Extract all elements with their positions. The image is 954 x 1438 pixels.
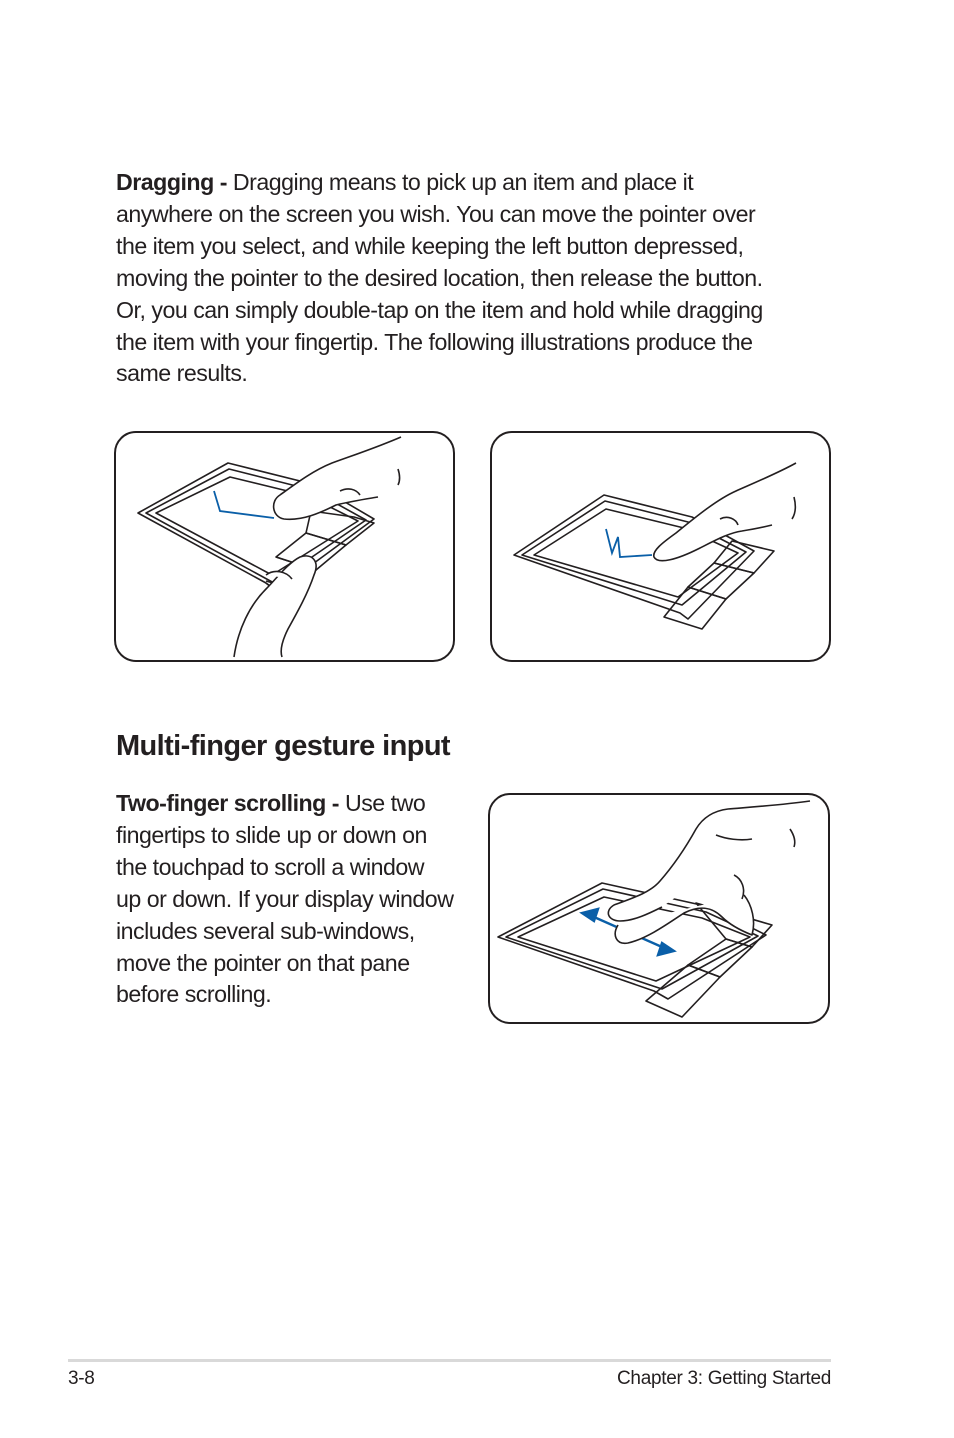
section-heading: Multi-finger gesture input	[116, 730, 450, 762]
chapter-title: Chapter 3: Getting Started	[617, 1368, 831, 1389]
dragging-line-1: Dragging means to pick up an item and place it	[232, 169, 694, 195]
two-finger-line-5: includes several sub-windows,	[116, 917, 415, 944]
dragging-line-3: the item you select, and while keeping the left button depressed,	[116, 232, 744, 259]
footer-divider	[68, 1359, 831, 1362]
two-finger-line-2: fingertips to slide up or down on	[116, 821, 427, 848]
dragging-line-7: same results.	[116, 360, 248, 387]
drag-illustration-double-tap	[490, 431, 831, 662]
touchpad-drag-button-icon	[116, 433, 453, 660]
dragging-line-4: moving the pointer to the desired location, then release the button.	[116, 264, 763, 291]
drag-illustration-button-hold	[114, 431, 455, 662]
two-finger-paragraph	[116, 788, 496, 1011]
two-finger-scroll-illustration	[488, 793, 830, 1024]
two-finger-line-4: up or down. If your display window	[116, 885, 454, 912]
dragging-line-5: Or, you can simply double-tap on the item and hold while dragging	[116, 296, 763, 323]
touchpad-drag-tap-icon	[492, 433, 829, 660]
touchpad-two-finger-scroll-icon	[490, 795, 828, 1022]
dragging-paragraph	[116, 167, 856, 390]
dragging-term: Dragging -	[116, 169, 227, 195]
two-finger-line-6: move the pointer on that pane	[116, 949, 410, 976]
dragging-line-6: the item with your fingertip. The following illustrations produce the	[116, 328, 753, 355]
two-finger-line-1: Use two	[344, 790, 426, 816]
two-finger-line-7: before scrolling.	[116, 981, 272, 1008]
page-number: 3-8	[68, 1368, 95, 1389]
dragging-line-2: anywhere on the screen you wish. You can move the pointer over	[116, 200, 756, 227]
two-finger-line-3: the touchpad to scroll a window	[116, 853, 425, 880]
two-finger-term: Two-finger scrolling -	[116, 790, 340, 816]
